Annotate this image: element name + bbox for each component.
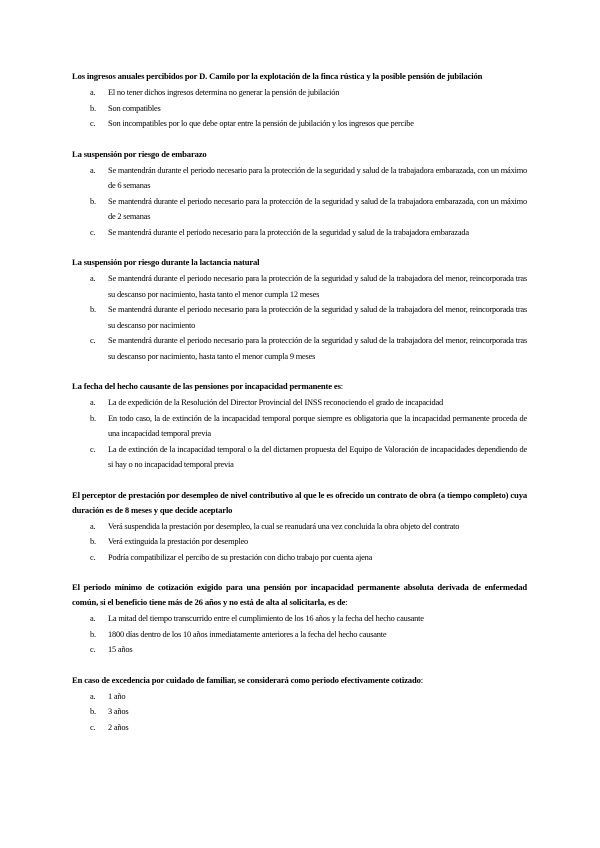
option-letter: b.: [90, 103, 96, 113]
option-letter: c.: [90, 444, 96, 454]
option-c: [72, 442, 527, 473]
question-title: La suspensión por riesgo de embarazo: [72, 148, 207, 159]
option-c: [72, 642, 527, 658]
option-text: 2 años: [108, 722, 129, 732]
option-text: Son compatibles: [108, 103, 161, 113]
option-a: [72, 519, 527, 535]
question-4: [72, 379, 527, 473]
option-b: [72, 302, 527, 333]
option-a: [72, 611, 527, 627]
option-text: 1 año: [108, 691, 126, 701]
question-title: En caso de excedencia por cuidado de familiar, se considerará como periodo efectivamente cotizado:: [72, 674, 423, 685]
option-c: [72, 225, 527, 241]
option-letter: c.: [90, 336, 96, 345]
option-a: [72, 163, 527, 194]
option-letter: a.: [90, 614, 96, 623]
option-c: [72, 116, 527, 132]
option-text: La de expedición de la Resolución del Director Provincial del INSS reconociendo el grado de incapacidad: [108, 398, 443, 407]
question-title: El periodo mínimo de cotización exigido para una pensión por incapacidad permanente absoluta derivada de enfermedad común, si el beneficio tiene más de 26 años y no está de alta al solicitarla, es de:: [72, 582, 527, 607]
option-text: Se mantendrá durante el periodo necesario para la protección de la seguridad y salud de la trabajadora del menor, reincorporada tras su descanso por nacimiento: [108, 305, 527, 330]
option-letter: b.: [90, 305, 96, 314]
option-letter: c.: [90, 119, 96, 128]
option-letter: a.: [90, 691, 96, 701]
question-3: [72, 255, 527, 364]
question-title: La suspensión por riesgo durante la lactancia natural: [72, 257, 260, 267]
option-text: Verá suspendida la prestación por desempleo, la cual se reanudará una vez concluida la obra objeto del contrato: [108, 521, 460, 531]
option-text: 15 años: [108, 645, 133, 654]
option-b: [72, 704, 527, 720]
option-text: Se mantendrá durante el periodo necesario para la protección de la seguridad y salud de la trabajadora del menor, reincorporada tras su descanso por nacimiento, hasta tanto el menor cumpla 12 meses: [108, 274, 527, 299]
question-title: El perceptor de prestación por desempleo de nivel contributivo al que le es ofrecido un contrato de obra (a tiempo completo) cuya duración es de 8 meses y que decide aceptarlo: [72, 489, 527, 515]
option-c: [72, 333, 527, 364]
option-text: Se mantendrán durante el periodo necesario para la protección de la seguridad y salud de la trabajadora embarazada, con un máximo de 6 semanas: [108, 165, 527, 190]
option-letter: c.: [90, 227, 96, 237]
option-letter: a.: [90, 274, 96, 283]
option-text: La de extinción de la incapacidad temporal o la del dictamen propuesta del Equipo de Valoración de incapacidades dependiendo de si hay o no incapacidad temporal previa: [108, 444, 527, 469]
option-text: El no tener dichos ingresos determina no generar la pensión de jubilación: [108, 88, 340, 97]
option-letter: b.: [90, 537, 96, 546]
option-letter: c.: [90, 722, 96, 732]
option-letter: c.: [90, 645, 96, 654]
option-text: Son incompatibles por lo que debe optar entre la pensión de jubilación y los ingresos que percibe: [108, 119, 414, 128]
option-b: [72, 534, 527, 550]
option-letter: a.: [90, 88, 96, 97]
question-list: [72, 69, 527, 750]
option-a: [72, 271, 527, 302]
option-letter: c.: [90, 552, 96, 562]
option-letter: a.: [90, 165, 96, 175]
question-5: [72, 488, 527, 566]
option-text: 3 años: [108, 707, 129, 716]
option-text: Se mantendrá durante el periodo necesario para la protección de la seguridad y salud de la trabajadora embarazada, con un máximo de 2 semanas: [108, 196, 527, 221]
option-b: [72, 411, 527, 442]
option-text: Se mantendrá durante el periodo necesario para la protección de la seguridad y salud de la trabajadora del menor, reincorporada tras su descanso por nacimiento, hasta tanto el menor cumpla 9 meses: [108, 336, 527, 361]
option-text: La mitad del tiempo transcurrido entre el cumplimiento de los 16 años y la fecha del hecho causante: [108, 614, 424, 623]
option-a: [72, 689, 527, 705]
option-letter: a.: [90, 398, 96, 407]
question-title: Los ingresos anuales percibidos por D. Camilo por la explotación de la finca rústica y la posible pensión de jubilación: [72, 71, 483, 81]
option-letter: b.: [90, 707, 96, 716]
option-a: [72, 85, 527, 101]
option-text: Se mantendrá durante el periodo necesario para la protección de la seguridad y salud de la trabajadora embarazada: [108, 227, 469, 237]
option-b: [72, 101, 527, 117]
option-letter: b.: [90, 196, 96, 206]
option-letter: b.: [90, 413, 96, 423]
option-a: [72, 395, 527, 411]
option-c: [72, 720, 527, 736]
question-title: La fecha del hecho causante de las pensiones por incapacidad permanente es:: [72, 381, 344, 391]
option-b: [72, 194, 527, 225]
question-6: [72, 580, 527, 658]
option-text: En todo caso, la de extinción de la incapacidad temporal porque siempre es obligatoria que la incapacidad permanente proceda de una incapacidad temporal previa: [108, 413, 527, 438]
option-letter: b.: [90, 629, 96, 639]
option-c: [72, 550, 527, 566]
option-text: Podría compatibilizar el percibo de su prestación con dicho trabajo por cuenta ajena: [108, 552, 373, 562]
option-b: [72, 627, 527, 643]
option-text: Verá extinguida la prestación por desempleo: [108, 537, 249, 546]
question-1: [72, 69, 527, 132]
question-2: [72, 147, 527, 241]
option-text: 1800 días dentro de los 10 años inmediatamente anteriores a la fecha del hecho causante: [108, 629, 387, 639]
option-letter: a.: [90, 521, 96, 531]
question-7: [72, 673, 527, 736]
